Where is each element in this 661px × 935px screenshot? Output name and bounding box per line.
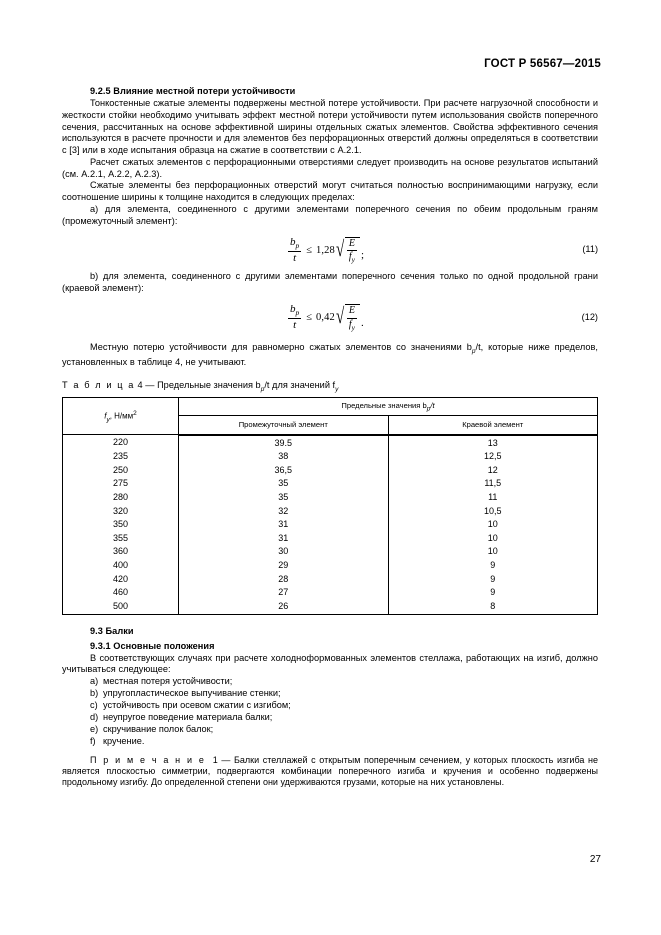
formula-12: [288, 301, 364, 335]
table-row: [63, 463, 598, 477]
note-number: 1: [212, 754, 218, 765]
table4-caption-text: Предельные значения $b_p/t$ для значений $f_y$: [157, 380, 339, 393]
cell-intermediate: 26: [179, 599, 389, 614]
formula-11-coefficient: 1,28: [316, 244, 335, 256]
formula-11-radicand-den: $f_y$: [348, 251, 355, 265]
list-item-marker: f): [90, 735, 96, 746]
radical-icon: √: [335, 235, 345, 261]
list-item: [62, 724, 598, 736]
list-item-label: устойчивость при осевом сжатии с изгибом;: [103, 699, 291, 710]
formula-12-punctuation: .: [361, 316, 364, 329]
table4-head: [63, 397, 598, 435]
table4-header-intermediate: Промежуточный элемент: [179, 415, 389, 435]
cell-fy: 350: [63, 517, 179, 531]
cell-edge: 10: [388, 517, 598, 531]
formula-11-numerator: $b_p$: [290, 235, 300, 251]
cell-fy: 500: [63, 599, 179, 614]
cell-intermediate: 27: [179, 585, 389, 599]
list-item-marker: c): [90, 699, 98, 710]
cell-fy: 280: [63, 490, 179, 504]
formula-11-number: (11): [582, 244, 598, 255]
formula-11-radicand: [345, 237, 360, 264]
list-item-marker: d): [90, 711, 99, 722]
cell-intermediate: 35: [179, 490, 389, 504]
formula-11-fraction: [288, 237, 301, 264]
cell-intermediate: 32: [179, 504, 389, 518]
table-row: [63, 435, 598, 450]
list-item-label: неупругое поведение материала балки;: [103, 711, 273, 722]
cell-fy: 320: [63, 504, 179, 518]
cell-fy: 360: [63, 545, 179, 559]
cell-intermediate: 39.5: [179, 435, 389, 450]
radical-icon: √: [335, 303, 345, 329]
cell-intermediate: 38: [179, 450, 389, 464]
paragraph-9-2-5-2: Расчет сжатых элементов с перфорационными отверстиями следует производить на основе результатов испытаний (см. А.2.1, А.2.2, А.2.3).: [62, 156, 598, 179]
cell-fy: 250: [63, 463, 179, 477]
beam-considerations-list: [62, 676, 598, 747]
note-text: Балки стеллажей с открытым поперечным сечением, у которых плоскость изгиба не является плоскостью симметрии, подвергаются комбинации поперечного изгиба и кручения и особенно подвержены продольному изгибу. До определенной степени они удерживаются грузами, которые на них установлены.: [62, 754, 599, 788]
formula-11-relation: ≤: [306, 244, 313, 256]
list-item-marker: b): [90, 688, 99, 699]
cell-edge: 10,5: [388, 504, 598, 518]
running-head-standard-id: ГОСТ Р 56567—2015: [484, 58, 601, 70]
list-item: [62, 700, 598, 712]
paragraph-9-2-5-3: Сжатые элементы без перфорационных отверстий могут считаться полностью воспринимающими нагрузку, если соотношение ширины к толщине находится в следующих пределах:: [62, 180, 598, 202]
formula-12-numerator: $b_p$: [290, 303, 300, 318]
table-row: [63, 585, 598, 599]
formula-12-relation: ≤: [306, 312, 313, 324]
table4-caption-number: 4: [137, 380, 143, 391]
table-row: [63, 531, 598, 545]
list-item: [62, 712, 598, 724]
paragraph-9-3-1-1: В соответствующих случаях при расчете холодноформованных элементов стеллажа, работающих на изгиб, должно учитываться следующее:: [62, 652, 598, 675]
formula-11-row: [62, 233, 598, 267]
list-item: [62, 676, 598, 688]
cell-fy: 400: [63, 558, 179, 572]
cell-edge: 11: [388, 490, 598, 504]
cell-fy: 420: [63, 572, 179, 586]
formula-12-radicand-num: E: [347, 306, 357, 319]
table-row: [63, 572, 598, 586]
table4-header-row-1: [63, 397, 598, 415]
formula-12-sqrt: [336, 304, 360, 331]
table4-limits: [62, 397, 598, 615]
formula-12-radicand-den: $f_y$: [348, 318, 355, 332]
list-item-label: кручение.: [103, 735, 145, 746]
formula-11-radicand-num: E: [347, 239, 357, 252]
table-row: [63, 450, 598, 464]
formula-11-denominator: t: [293, 251, 297, 264]
note-label: П р и м е ч а н и е: [90, 754, 206, 765]
cell-edge: 8: [388, 599, 598, 614]
cell-intermediate: 35: [179, 477, 389, 491]
list-item-a-intro: а) для элемента, соединенного с другими элементами поперечного сечения по обеим продольным граням (промежуточный элемент):: [62, 203, 598, 226]
table-row: [63, 599, 598, 614]
heading-9-2-5: 9.2.5 Влияние местной потери устойчивости: [90, 86, 296, 96]
formula-12-fraction: [288, 304, 301, 331]
table4-caption: [62, 380, 598, 393]
table4-caption-label: Т а б л и ц а: [62, 380, 135, 391]
table4-header-edge: Краевой элемент: [388, 415, 598, 435]
cell-intermediate: 31: [179, 517, 389, 531]
cell-fy: 275: [63, 477, 179, 491]
table4-header-fy: $f_y$, $Н/мм^2$: [63, 397, 179, 435]
note-dash: —: [221, 754, 231, 765]
page-content: [62, 86, 598, 789]
table4-caption-dash: —: [145, 380, 155, 391]
table-row: [63, 558, 598, 572]
list-item-label: местная потеря устойчивости;: [103, 676, 233, 687]
page-number: 27: [589, 854, 601, 865]
table4-body: [63, 435, 598, 614]
table4-header-group: Предельные значения $b_p/t$: [179, 397, 598, 415]
cell-edge: 11,5: [388, 477, 598, 491]
list-item-b-intro: b) для элемента, соединенного с другими элементами поперечного сечения только по одной продольной грани (краевой элемент):: [62, 271, 598, 293]
cell-fy: 460: [63, 585, 179, 599]
formula-12-radicand: [345, 304, 360, 331]
table-row: [63, 477, 598, 491]
cell-edge: 9: [388, 572, 598, 586]
cell-intermediate: 30: [179, 545, 389, 559]
list-item-label: скручивание полок балок;: [103, 723, 214, 734]
cell-edge: 12: [388, 463, 598, 477]
formula-12-row: [62, 301, 598, 335]
table-row: [63, 504, 598, 518]
cell-fy: 235: [63, 450, 179, 464]
cell-edge: 10: [388, 531, 598, 545]
formula-11-punctuation: ;: [361, 249, 365, 262]
cell-edge: 10: [388, 545, 598, 559]
formula-11: [288, 233, 364, 267]
list-item-marker: e): [90, 723, 99, 734]
table-row: [63, 517, 598, 531]
list-item: [62, 736, 598, 748]
formula-12-number: (12): [581, 311, 598, 322]
formula-11-sqrt: [336, 237, 360, 264]
paragraph-table4-reference: Местную потерю устойчивости для равномерно сжатых элементов со значениями $b_p/t$, которые ниже пределов, установленных в таблице 4, не учитывают.: [62, 341, 598, 368]
note-1: [62, 755, 598, 789]
table-row: [63, 545, 598, 559]
cell-edge: 9: [388, 585, 598, 599]
cell-fy: 220: [63, 435, 179, 450]
cell-edge: 12,5: [388, 450, 598, 464]
cell-intermediate: 36,5: [179, 463, 389, 477]
list-item-label: упругопластическое выпучивание стенки;: [103, 688, 281, 699]
heading-9-3: 9.3 Балки: [90, 625, 134, 636]
paragraph-9-2-5-1: Тонкостенные сжатые элементы подвержены местной потере устойчивости. При расчете нагрузочной способности и жесткости стойки необходимо учитывать эффект местной потери устойчивости путем использования свойств поперечного сечения, рассчитанных на основе эффективной ширины отдельных сжатых элементов. Свойства эффективного сечения используются в расчете прочности и для элементов без перфорационных отверстий должны определяться в соответствии с [3] или в ходе испытания образца на сжатие в соответствии с А.2.1.: [62, 98, 598, 155]
cell-edge: 9: [388, 558, 598, 572]
table-row: [63, 490, 598, 504]
heading-9-3-1: 9.3.1 Основные положения: [90, 640, 215, 651]
formula-12-coefficient: 0,42: [316, 312, 335, 324]
cell-edge: 13: [388, 435, 598, 450]
list-item: [62, 688, 598, 700]
cell-intermediate: 29: [179, 558, 389, 572]
cell-intermediate: 31: [179, 531, 389, 545]
cell-fy: 355: [63, 531, 179, 545]
list-item-marker: a): [90, 676, 99, 687]
formula-12-denominator: t: [293, 319, 297, 332]
cell-intermediate: 28: [179, 572, 389, 586]
